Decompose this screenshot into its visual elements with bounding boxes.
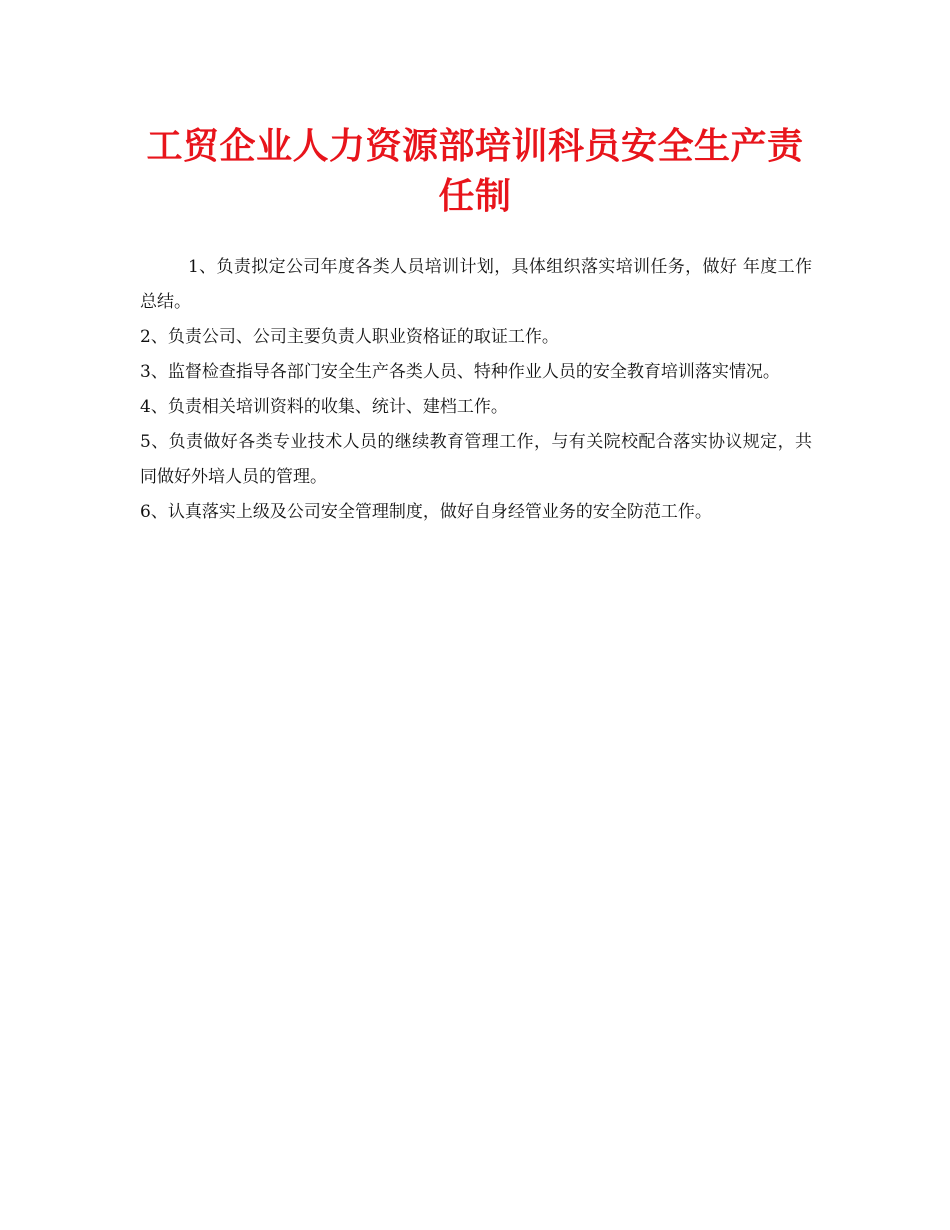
paragraph-4: 4、负责相关培训资料的收集、统计、建档工作。	[140, 397, 508, 417]
paragraph-6: 6、认真落实上级及公司安全管理制度，做好自身经管业务的安全防范工作。	[140, 502, 712, 522]
paragraph-3: 3、监督检查指导各部门安全生产各类人员、特种作业人员的安全教育培训落实情况。	[140, 362, 780, 382]
paragraph-1: 1、负责拟定公司年度各类人员培训计划，具体组织落实培训任务，做好 年度工作总结。	[140, 257, 812, 312]
document-body	[140, 250, 812, 530]
paragraph-2: 2、负责公司、公司主要负责人职业资格证的取证工作。	[140, 327, 559, 347]
document-title: 工贸企业人力资源部培训科员安全生产责任制	[146, 126, 804, 217]
paragraph-5: 5、负责做好各类专业技术人员的继续教育管理工作，与有关院校配合落实协议规定，共同做好外培人员的管理。	[140, 432, 812, 487]
